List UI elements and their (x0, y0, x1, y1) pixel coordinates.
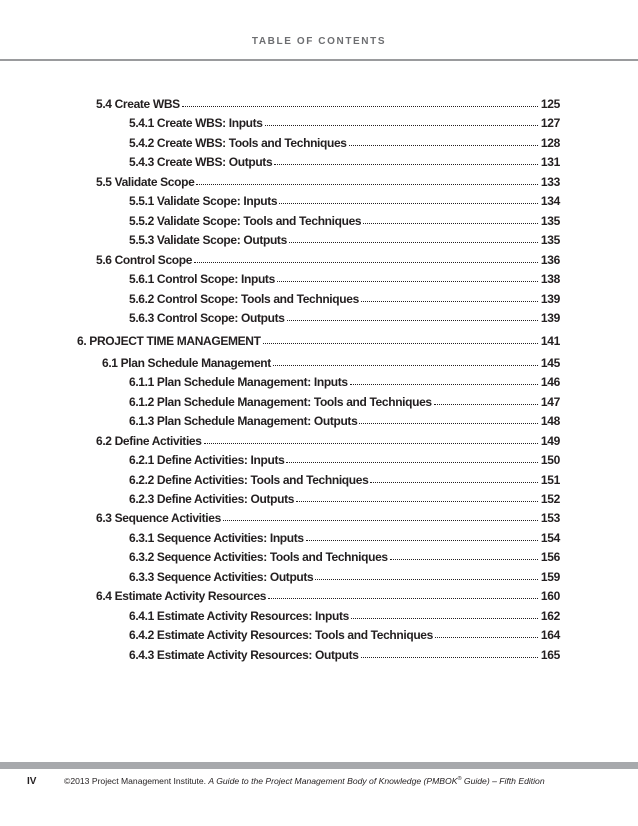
dot-leader (390, 550, 538, 560)
dot-leader (435, 628, 538, 638)
toc-entry[interactable] (96, 173, 560, 191)
dot-leader (289, 233, 538, 243)
toc-entry-label: 6.2.1 Define Activities: Inputs (129, 453, 285, 468)
toc-entry-page-number: 138 (540, 272, 560, 287)
dot-leader (286, 453, 538, 463)
toc-entry-page-number: 145 (540, 355, 560, 370)
dot-leader (296, 492, 538, 502)
toc-entry[interactable] (129, 373, 560, 391)
toc-entry-page-number: 135 (540, 213, 560, 228)
toc-entry-page-number: 159 (540, 569, 560, 584)
toc-entry-page-number: 133 (540, 174, 560, 189)
toc-entry-page-number: 148 (540, 414, 560, 429)
dot-leader (279, 194, 538, 204)
toc-entry-page-number: 147 (540, 394, 560, 409)
toc-entry-label: 5.4 Create WBS (96, 97, 180, 111)
toc-entry-page-number: 139 (540, 291, 560, 306)
toc-entry-page-number: 146 (540, 375, 560, 390)
toc-entry[interactable] (129, 114, 560, 132)
dot-leader (273, 356, 538, 366)
dot-leader (223, 511, 538, 521)
dot-leader (204, 434, 538, 444)
toc-entry-label: 6.1.3 Plan Schedule Management: Outputs (129, 414, 358, 429)
toc-entry-label: 6.1.1 Plan Schedule Management: Inputs (129, 375, 348, 390)
dot-leader (349, 136, 538, 146)
dot-leader (361, 292, 538, 302)
dot-leader (370, 473, 538, 483)
toc-entry-label: 5.5.1 Validate Scope: Inputs (129, 194, 278, 209)
toc-entry-label: 5.6.1 Control Scope: Inputs (129, 272, 275, 287)
toc-entry-page-number: 128 (540, 135, 560, 150)
toc-entry-label: 5.4.1 Create WBS: Inputs (129, 116, 263, 131)
toc-entry-page-number: 134 (540, 194, 560, 209)
toc-entry-label: 6.4.3 Estimate Activity Resources: Outputs (129, 647, 359, 662)
toc-entry[interactable] (129, 568, 560, 586)
toc-entry-label: 6.2.3 Define Activities: Outputs (129, 492, 295, 506)
footer-copyright (64, 776, 545, 786)
toc-entry[interactable] (129, 231, 560, 249)
footer-divider-bar (0, 762, 638, 769)
footer-book-title (208, 776, 544, 786)
dot-leader (274, 155, 538, 165)
toc-entry[interactable] (129, 412, 560, 430)
toc-entry-label: 6.4.2 Estimate Activity Resources: Tools and Techniques (129, 628, 433, 643)
toc-entry-page-number: 150 (540, 453, 560, 468)
toc-entry[interactable] (77, 332, 560, 350)
toc-entry[interactable] (102, 354, 560, 372)
dot-leader (277, 272, 538, 282)
toc-entry-page-number: 127 (540, 116, 560, 131)
toc-entry-label: 5.5.3 Validate Scope: Outputs (129, 233, 287, 248)
toc-entry-label: 6.3.1 Sequence Activities: Inputs (129, 530, 304, 545)
toc-entry-label: 5.6 Control Scope (96, 252, 193, 267)
toc-entry[interactable] (129, 529, 560, 547)
toc-entry-page-number: 162 (540, 608, 560, 623)
toc-entry[interactable] (96, 95, 560, 113)
toc-entry-label: 6.3.3 Sequence Activities: Outputs (129, 569, 314, 584)
dot-leader (265, 116, 538, 126)
dot-leader (350, 375, 538, 385)
toc-entry-page-number: 160 (540, 589, 560, 604)
dot-leader (287, 311, 538, 321)
toc-entry-label: 6.2 Define Activities (96, 433, 202, 448)
toc-entry[interactable] (96, 509, 560, 527)
toc-entry[interactable] (96, 251, 560, 269)
footer-page-number: IV (27, 776, 37, 787)
toc-entry-page-number: 153 (540, 511, 560, 526)
toc-entry-label: 6.4 Estimate Activity Resources (96, 589, 267, 604)
toc-entry[interactable] (129, 134, 560, 152)
toc-entry-label: 6.4.1 Estimate Activity Resources: Inputs (129, 608, 349, 623)
toc-entry-label: 6.1.2 Plan Schedule Management: Tools and Techniques (129, 394, 432, 409)
toc-entry-page-number: 164 (540, 628, 560, 643)
toc-entry-page-number: 149 (540, 433, 560, 448)
dot-leader (306, 531, 538, 541)
toc-entry-page-number: 141 (540, 334, 560, 349)
toc-entry-page-number: 156 (540, 550, 560, 565)
toc-entry-label: 5.6.3 Control Scope: Outputs (129, 310, 285, 325)
toc-entry-page-number: 151 (540, 472, 560, 487)
toc-entry[interactable] (129, 626, 560, 644)
toc-entry[interactable] (96, 587, 560, 605)
toc-entry[interactable] (129, 270, 560, 288)
toc-entry[interactable] (129, 471, 560, 489)
header-divider (0, 59, 638, 61)
dot-leader (182, 97, 538, 107)
toc-entry-page-number: 154 (540, 530, 560, 545)
dot-leader (268, 589, 538, 599)
dot-leader (351, 609, 538, 619)
dot-leader (363, 214, 538, 224)
toc-entry[interactable] (129, 490, 560, 508)
toc-entry[interactable] (129, 309, 560, 327)
toc-entry-page-number: 125 (540, 97, 560, 111)
dot-leader (196, 175, 538, 185)
toc-entry-page-number: 131 (540, 155, 560, 170)
toc-entry[interactable] (129, 646, 560, 664)
toc-entry[interactable] (129, 393, 560, 411)
toc-entry[interactable] (129, 451, 560, 469)
dot-leader (361, 648, 538, 658)
toc-entry[interactable] (129, 212, 560, 230)
toc-entry-label: 6. PROJECT TIME MANAGEMENT (77, 334, 261, 349)
dot-leader (263, 334, 538, 344)
footer-book-title-text: A Guide to the Project Management Body of Knowledge (PMBOK (208, 776, 458, 786)
registered-mark: ® (457, 776, 462, 783)
toc-entry[interactable] (129, 607, 560, 625)
footer-copyright-prefix: ©2013 Project Management Institute. (64, 776, 209, 786)
toc-entry-label: 6.3.2 Sequence Activities: Tools and Techniques (129, 550, 388, 565)
toc-entry-page-number: 135 (540, 233, 560, 248)
toc-entry-label: 6.2.2 Define Activities: Tools and Techniques (129, 472, 369, 487)
toc-entry-label: 6.1 Plan Schedule Management (102, 355, 271, 370)
toc-entry-page-number: 165 (540, 647, 560, 662)
dot-leader (194, 253, 538, 263)
toc-entry[interactable] (129, 153, 560, 171)
toc-entry-page-number: 136 (540, 252, 560, 267)
toc-entry[interactable] (96, 432, 560, 450)
toc-entry[interactable] (129, 548, 560, 566)
toc-entry-label: 6.3 Sequence Activities (96, 511, 221, 526)
toc-entry-page-number: 139 (540, 310, 560, 325)
toc-entry-label: 5.4.3 Create WBS: Outputs (129, 155, 273, 170)
toc-entry-label: 5.5 Validate Scope (96, 174, 195, 189)
dot-leader (315, 570, 538, 580)
dot-leader (359, 414, 538, 424)
toc-entry-label: 5.4.2 Create WBS: Tools and Techniques (129, 135, 347, 150)
toc-entry-page-number: 152 (540, 492, 560, 506)
toc-entry-label: 5.5.2 Validate Scope: Tools and Techniques (129, 213, 362, 228)
toc-entry-label: 5.6.2 Control Scope: Tools and Techniques (129, 291, 359, 306)
toc-entry[interactable] (129, 290, 560, 308)
footer-book-title-suffix: Guide) – Fifth Edition (461, 776, 545, 786)
toc-entry[interactable] (129, 192, 560, 210)
dot-leader (434, 395, 538, 405)
page-header-title: TABLE OF CONTENTS (251, 36, 387, 47)
